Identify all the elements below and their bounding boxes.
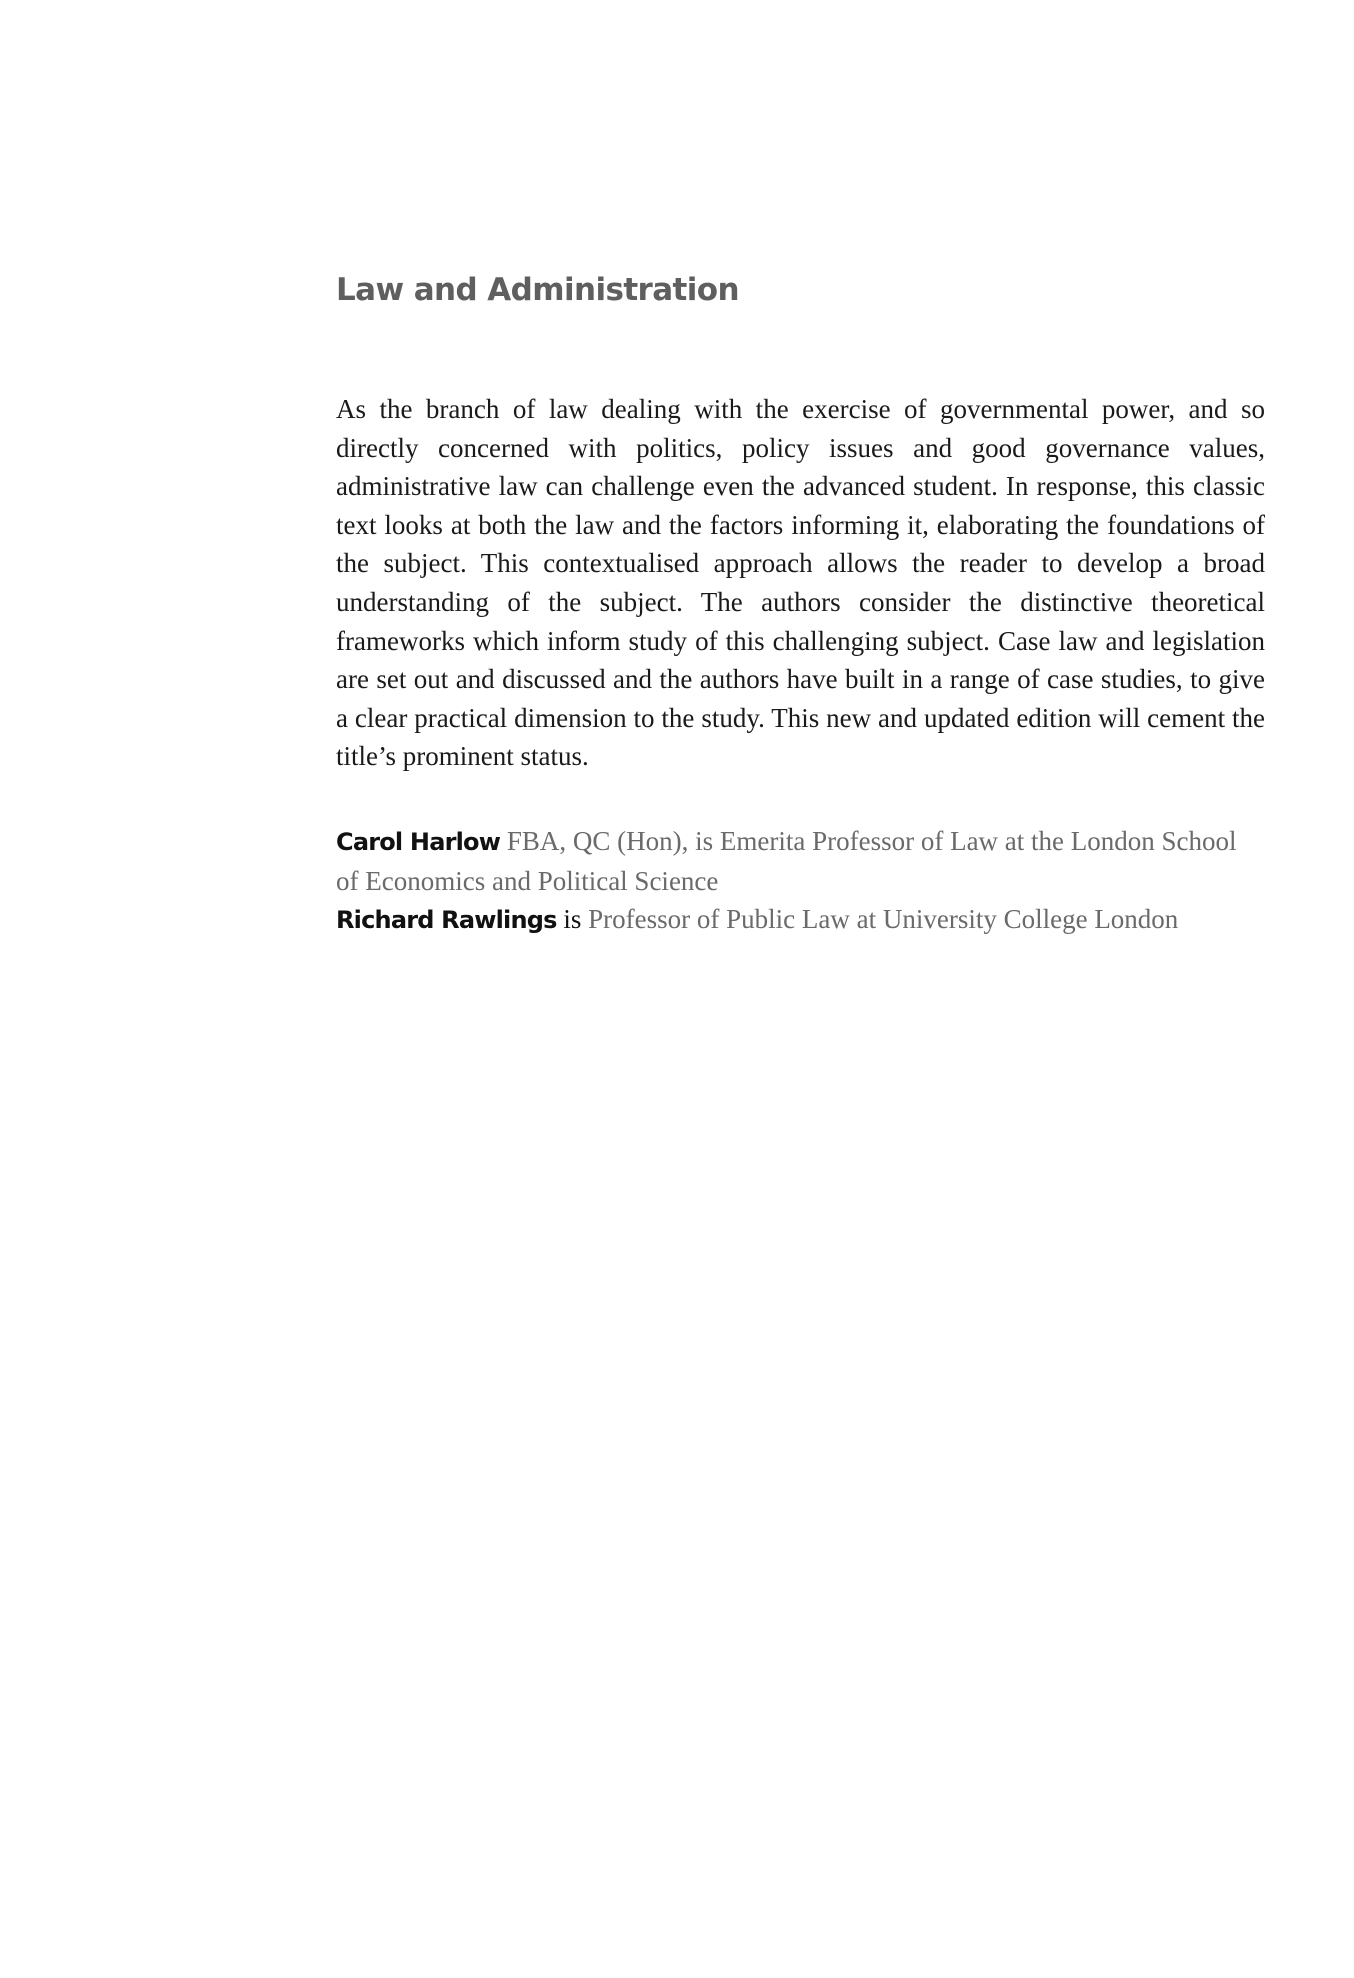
author-bio-harlow: [336, 822, 1265, 900]
author-description: FBA, QC (Hon), is Emerita Professor of Law at the London School of Economics and Political Science: [336, 825, 1237, 896]
author-bios: [336, 822, 1265, 940]
book-title: Law and Administration: [336, 272, 739, 308]
page-content: [336, 266, 1265, 940]
book-blurb: As the branch of law dealing with the exercise of governmental power, and so directly concerned with politics, policy issues and good governance values, administrative law can challenge even the advanced student. In response, this classic text looks at both the law and the factors informing it, elaborating the foundations of the subject. This contextualised approach allows the reader to develop a broad understanding of the subject. The authors consider the distinctive theoretical frameworks which inform study of this challenging subject. Case law and legislation are set out and discussed and the authors have built in a range of case studies, to give a clear practical dimension to the study. This new and updated edition will cement the title’s prominent status.: [336, 394, 1265, 772]
author-bio-rawlings: [336, 900, 1265, 940]
author-description: Professor of Public Law at University College London: [588, 904, 1179, 935]
author-name: Richard Rawlings: [336, 906, 557, 935]
author-name: Carol Harlow: [336, 827, 501, 856]
author-joiner: is: [563, 904, 582, 935]
